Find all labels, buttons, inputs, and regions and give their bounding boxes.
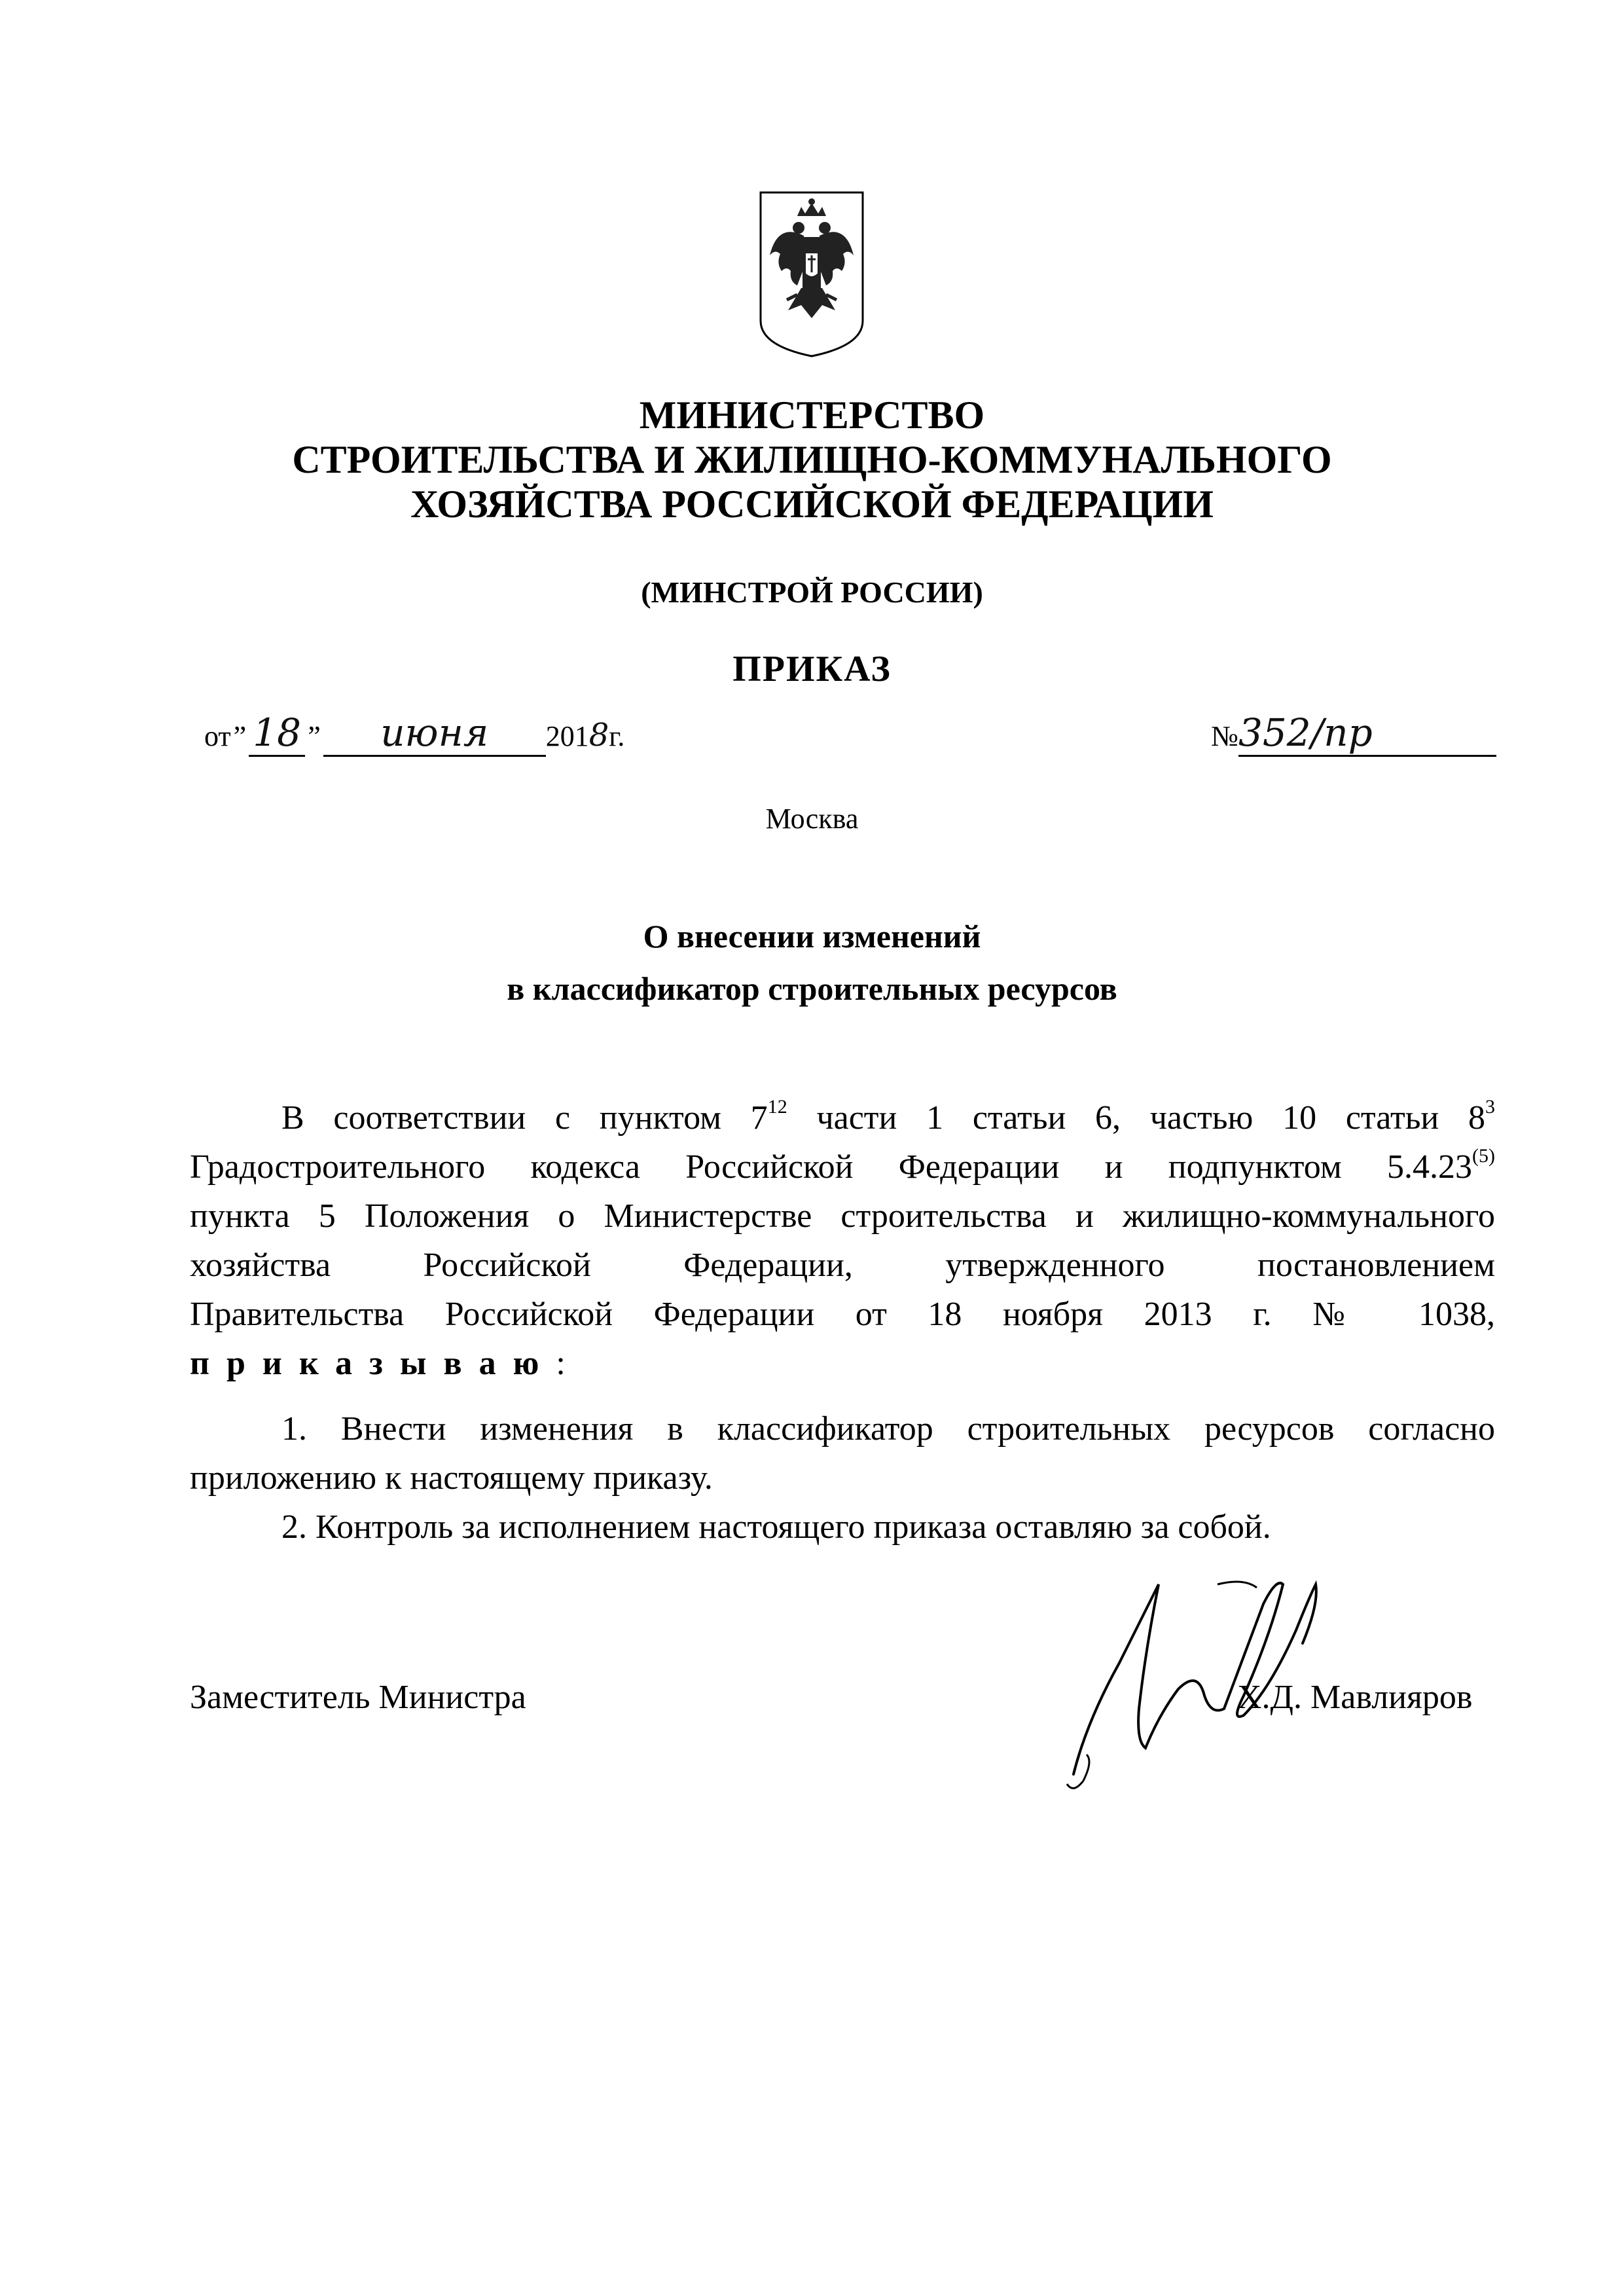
preamble-line-1: В соответствии с пунктом $7^{12}$ части 1 статьи 6, частью 10 статьи $8^3$ xyxy=(281,1096,1495,1137)
ministry-name xyxy=(0,393,1624,526)
item-2: 2. Контроль за исполнением настоящего приказа оставляю за собой. xyxy=(281,1508,1271,1546)
number-label: № xyxy=(1211,720,1238,752)
year-prefix: 201 xyxy=(545,720,589,752)
date-prefix: от xyxy=(204,720,231,752)
preamble-line-6: приказываю: xyxy=(190,1345,566,1382)
close-quote: ” xyxy=(308,720,321,752)
date-day: 18 xyxy=(249,710,305,757)
year-end: г. xyxy=(609,720,625,752)
date-line xyxy=(204,710,624,757)
russian-coat-of-arms-icon xyxy=(758,190,865,359)
emblem xyxy=(758,190,865,359)
open-quote: ” xyxy=(233,720,247,752)
item-1-line-1: 1. Внести изменения в классификатор строительных ресурсов согласно xyxy=(281,1410,1495,1448)
date-month: июня xyxy=(323,710,546,757)
signatory-position: Заместитель Министра xyxy=(190,1679,526,1716)
preamble-line-2: Градостроительного кодекса Российской Федерации и подпунктом 5.4.23$^{(5)}$ xyxy=(190,1145,1495,1186)
year-suffix: 8 xyxy=(588,717,609,754)
ministry-line-3: ХОЗЯЙСТВА РОССИЙСКОЙ ФЕДЕРАЦИИ xyxy=(410,483,1214,526)
subject-line-1: О внесении изменений xyxy=(643,918,981,955)
preamble-line-4: хозяйства Российской Федерации, утвержденного постановлением xyxy=(190,1247,1495,1284)
preamble xyxy=(190,1093,1495,1388)
signatory-name: Х.Д. Мавлияров xyxy=(1237,1679,1473,1716)
ministry-line-2: СТРОИТЕЛЬСТВА И ЖИЛИЩНО-КОММУНАЛЬНОГО xyxy=(292,438,1332,481)
subject-line-2: в классификатор строительных ресурсов xyxy=(507,970,1117,1007)
ministry-short-name: (МИНСТРОЙ РОССИИ) xyxy=(641,575,983,609)
preamble-line-5: Правительства Российской Федерации от 18 ноября 2013 г. № 1038, xyxy=(190,1296,1495,1333)
decree-word: приказываю xyxy=(190,1345,556,1382)
number-value: 352/пр xyxy=(1238,710,1496,757)
city: Москва xyxy=(765,803,859,835)
item-1-line-2: приложению к настоящему приказу. xyxy=(190,1459,713,1497)
order-items xyxy=(190,1404,1495,1552)
order-number xyxy=(1211,710,1496,757)
document-type: ПРИКАЗ xyxy=(732,649,892,689)
document-subject xyxy=(0,910,1624,1015)
ministry-line-1: МИНИСТЕРСТВО xyxy=(639,393,985,437)
preamble-line-3: пункта 5 Положения о Министерстве строительства и жилищно-коммунального xyxy=(190,1197,1495,1235)
